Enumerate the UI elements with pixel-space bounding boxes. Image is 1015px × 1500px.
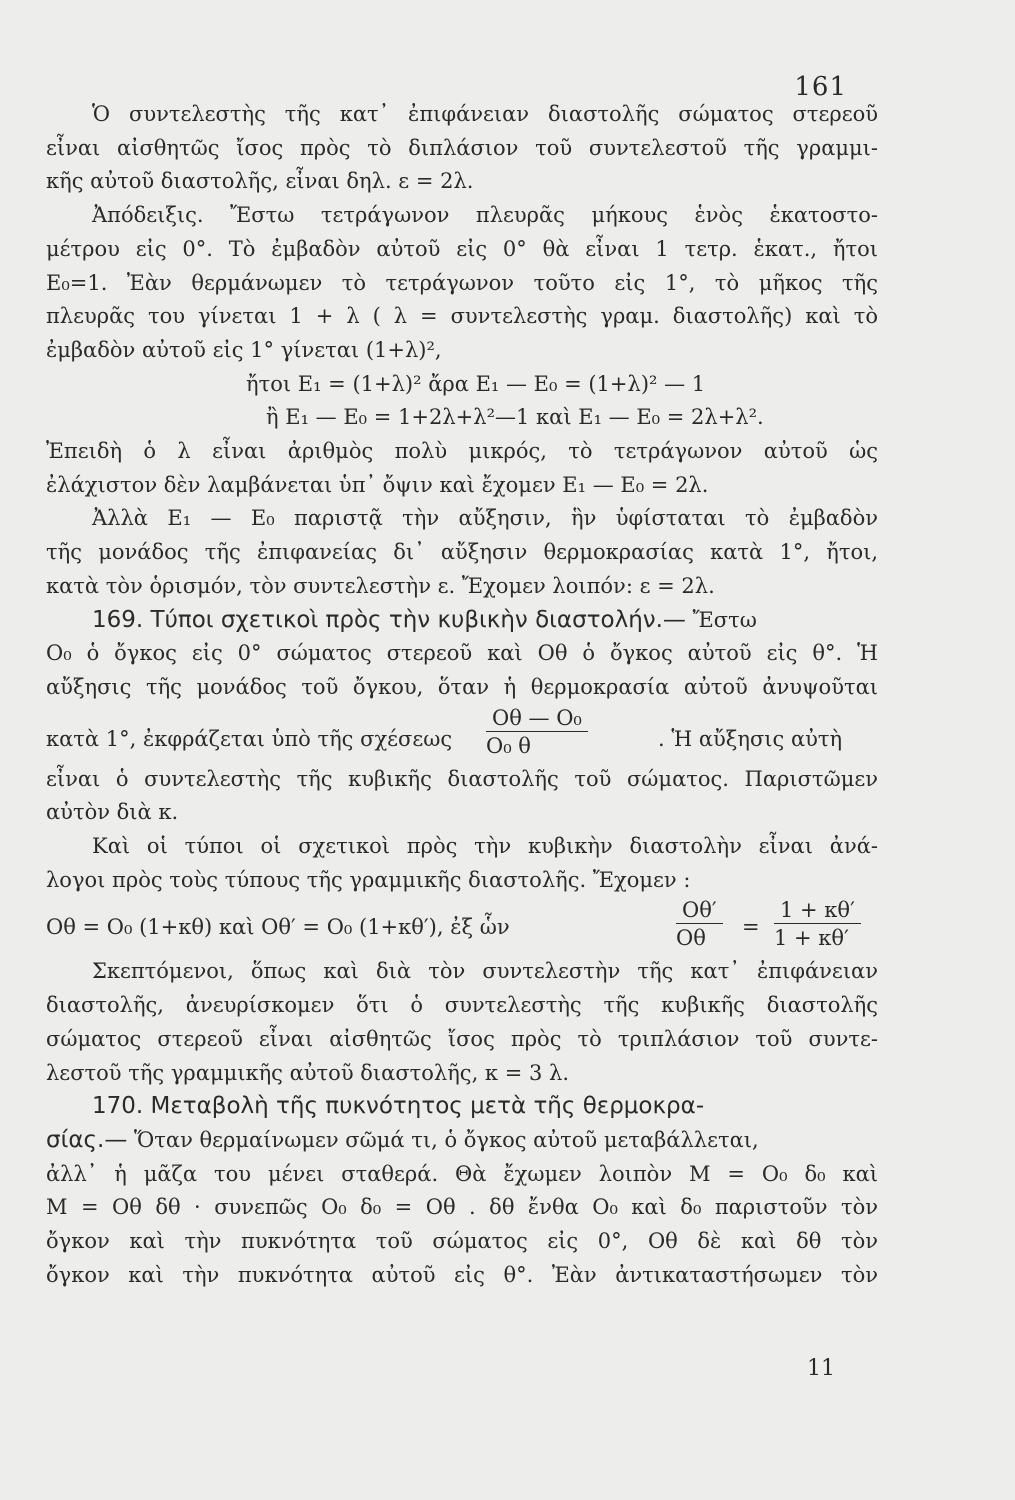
text-line: Καὶ οἱ τύποι οἱ σχετικοὶ πρὸς τὴν κυβικὴν διαστολὴν εἶναι ἀνά- [92, 834, 878, 859]
formula-fragment: Oθ = O₀ (1+κθ) καὶ Oθ′ = O₀ (1+κθ′), ἐξ ὧν [46, 915, 510, 940]
text-fragment: Ἔστω [692, 607, 757, 632]
text-line: σώματος στερεοῦ εἶναι αἰσθητῶς ἴσος πρὸς τὸ τριπλάσιον τοῦ συντε- [46, 1026, 878, 1051]
text-line: εἶναι αἰσθητῶς ἴσος πρὸς τὸ διπλάσιον τοῦ συντελεστοῦ τῆς γραμμι- [46, 135, 878, 160]
text-line: Ἀλλὰ E₁ — E₀ παριστᾷ τὴν αὔξησιν, ἣν ὑφίσταται τὸ ἐμβαδὸν [92, 506, 878, 531]
equation-line: ἤτοι E₁ = (1+λ)² ἄρα E₁ — E₀ = (1+λ)² — 1 [246, 371, 706, 396]
page-number: 161 [794, 72, 847, 102]
fraction-denominator: 1 + κθ′ [774, 926, 849, 951]
section-heading: 170. Μεταβολὴ τῆς πυκνότητος μετὰ τῆς θερμοκρα- [92, 1093, 705, 1120]
fraction-numerator: Oθ′ [676, 897, 723, 924]
fraction [676, 897, 723, 952]
text-fragment: Ὅταν θερμαίνωμεν σῶμά τι, ὁ ὄγκος αὐτοῦ μεταβάλλεται, [134, 1127, 759, 1152]
text-line: Σκεπτόμενοι, ὅπως καὶ διὰ τὸν συντελεστὴν τῆς κατ᾿ ἐπιφάνειαν [92, 959, 878, 984]
text-line: Ἀπόδειξις. Ἔστω τετράγωνον πλευρᾶς μήκους ἑνὸς ἑκατοστο- [92, 203, 878, 228]
fraction [774, 897, 861, 952]
fraction-numerator: 1 + κθ′ [774, 897, 861, 924]
text-fragment: . Ἡ αὔξησις αὐτὴ [658, 726, 843, 751]
text-line: λογοι πρὸς τοὺς τύπους τῆς γραμμικῆς διαστολῆς. Ἔχομεν : [46, 867, 691, 892]
formula-line [46, 897, 878, 955]
section-heading: 169. Τύποι σχετικοὶ πρὸς τὴν κυβικὴν διαστολήν.— [92, 606, 686, 633]
fraction-line [46, 705, 878, 763]
text-line: M = Oθ δθ · συνεπῶς O₀ δ₀ = Oθ . δθ ἔνθα O₀ καὶ δ₀ παριστοῦν τὸν [46, 1195, 878, 1220]
signature-mark: 11 [807, 1356, 835, 1381]
section-170-heading-line [46, 1090, 878, 1124]
text-line: λεστοῦ τῆς γραμμικῆς αὐτοῦ διαστολῆς, κ = 3 λ. [46, 1060, 570, 1085]
text-line: αὔξησις τῆς μονάδος τοῦ ὄγκου, ὅταν ἡ θερμοκρασία αὐτοῦ ἀνυψοῦται [46, 674, 878, 699]
text-line: O₀ ὁ ὄγκος εἰς 0° σώματος στερεοῦ καὶ Oθ ὁ ὄγκος αὐτοῦ εἰς θ°. Ἡ [46, 641, 878, 666]
text-line: ὄγκον καὶ τὴν πυκνότητα τοῦ σώματος εἰς 0°, Oθ δὲ καὶ δθ τὸν [46, 1229, 878, 1254]
text-line: μέτρου εἰς 0°. Τὸ ἐμβαδὸν αὐτοῦ εἰς 0° θὰ εἶναι 1 τετρ. ἑκατ., ἤτοι [46, 236, 878, 261]
text-line: E₀=1. Ἐὰν θερμάνωμεν τὸ τετράγωνον τοῦτο εἰς 1°, τὸ μῆκος τῆς [46, 270, 878, 295]
text-line: Ὁ συντελεστὴς τῆς κατ᾿ ἐπιφάνειαν διαστολῆς σώματος στερεοῦ [92, 102, 878, 126]
text-line: ὄγκον καὶ τὴν πυκνότητα αὐτοῦ εἰς θ°. Ἐὰν ἀντικαταστήσωμεν τὸν [46, 1262, 878, 1287]
text-fragment: κατὰ 1°, ἐκφράζεται ὑπὸ τῆς σχέσεως [46, 726, 453, 751]
equals-sign: = [742, 915, 760, 940]
text-line: κατὰ τὸν ὁρισμόν, τὸν συντελεστὴν ε. Ἔχομεν λοιπόν: ε = 2λ. [46, 573, 715, 598]
text-line: Ἐπειδὴ ὁ λ εἶναι ἀριθμὸς πολὺ μικρός, τὸ τετράγωνον αὐτοῦ ὡς [46, 439, 878, 464]
fraction-denominator: Oθ [676, 926, 706, 951]
fraction-numerator: Oθ — O₀ [486, 705, 588, 732]
text-line: πλευρᾶς του γίνεται 1 + λ ( λ = συντελεστὴς γραμ. διαστολῆς) καὶ τὸ [46, 304, 878, 329]
page-body [46, 98, 878, 1293]
fraction [486, 705, 588, 760]
section-heading-continuation: σίας.— [46, 1126, 128, 1153]
text-line: ἀλλ᾿ ἡ μᾶζα του μένει σταθερά. Θὰ ἔχωμεν λοιπὸν M = O₀ δ₀ καὶ [46, 1161, 878, 1186]
equation-line: ἢ E₁ — E₀ = 1+2λ+λ²—1 καὶ E₁ — E₀ = 2λ+λ². [266, 405, 764, 430]
section-169-heading-line [46, 604, 878, 638]
text-line: κῆς αὐτοῦ διαστολῆς, εἶναι δηλ. ε = 2λ. [46, 169, 474, 194]
text-line: ἐλάχιστον δὲν λαμβάνεται ὑπ᾿ ὄψιν καὶ ἔχομεν E₁ — E₀ = 2λ. [46, 472, 709, 497]
fraction-denominator: O₀ θ [486, 733, 531, 758]
text-line: ἐμβαδὸν αὐτοῦ εἰς 1° γίνεται (1+λ)², [46, 337, 442, 362]
text-line: εἶναι ὁ συντελεστὴς τῆς κυβικῆς διαστολῆς τοῦ σώματος. Παριστῶμεν [46, 766, 878, 791]
text-line: διαστολῆς, ἀνευρίσκομεν ὅτι ὁ συντελεστὴς τῆς κυβικῆς διαστολῆς [46, 993, 878, 1018]
text-line: αὐτὸν διὰ κ. [46, 800, 179, 825]
section-170-heading-line-2 [46, 1124, 878, 1158]
text-line: τῆς μονάδος τῆς ἐπιφανείας δι᾿ αὔξησιν θερμοκρασίας κατὰ 1°, ἤτοι, [46, 540, 878, 565]
